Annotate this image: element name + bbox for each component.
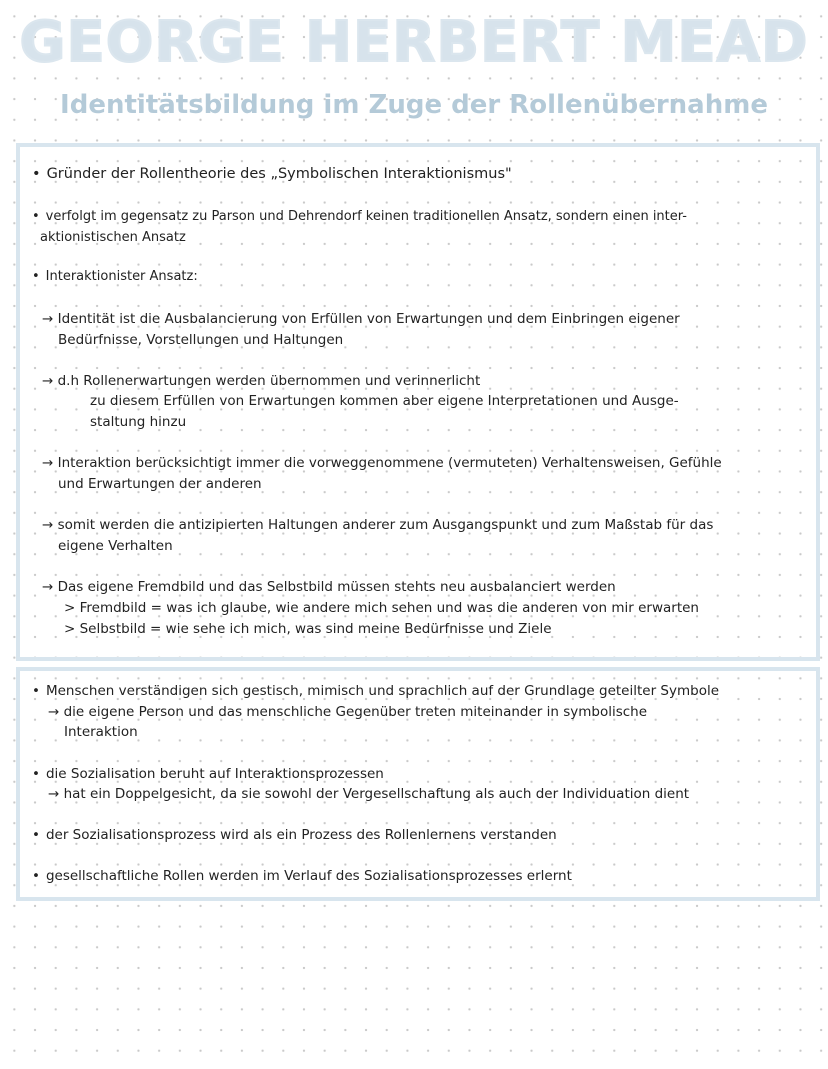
note-line: eigene Verhalten [58,538,173,554]
note-line: aktionistischen Ansatz [40,230,186,245]
note-line: → Interaktion berücksichtigt immer die vorweggenommene (vermuteten) Verhaltensweisen, Gefühle [42,455,722,471]
note-line: • Menschen verständigen sich gestisch, mimisch und sprachlich auf der Grundlage geteilter Symbole [32,681,719,702]
note-line: • Interaktionister Ansatz: [32,266,198,287]
note-line: → d.h Rollenerwartungen werden übernommen und verinnerlicht [42,373,481,389]
note-line: staltung hinzu [90,414,187,430]
note-line: • die Sozialisation beruht auf Interaktionsprozessen [32,764,384,785]
page-title: GEORGE HERBERT MEAD [19,10,809,75]
note-line: → hat ein Doppelgesicht, da sie sowohl der Vergesellschaftung als auch der Individuation dient [48,786,690,802]
note-line: • verfolgt im gegensatz zu Parson und Dehrendorf keinen traditionellen Ansatz, sondern einen inter- [32,206,687,227]
note-line: > Selbstbild = wie sehe ich mich, was sind meine Bedürfnisse und Ziele [64,621,552,637]
note-line: Bedürfnisse, Vorstellungen und Haltungen [58,332,344,348]
note-line: → Das eigene Fremdbild und das Selbstbild müssen stehts neu ausbalanciert werden [42,579,616,595]
note-line: → somit werden die antizipierten Haltungen anderer zum Ausgangspunkt und zum Maßstab für das [42,517,714,533]
note-line: Interaktion [64,724,138,740]
note-line: zu diesem Erfüllen von Erwartungen kommen aber eigene Interpretationen und Ausge- [90,393,679,409]
note-line: • gesellschaftliche Rollen werden im Verlauf des Sozialisationsprozesses erlernt [32,866,572,887]
note-line: → Identität ist die Ausbalancierung von Erfüllen von Erwartungen und dem Einbringen eigener [42,311,680,327]
note-line: und Erwartungen der anderen [58,476,262,492]
page-subtitle: Identitätsbildung im Zuge der Rollenübernahme [60,90,768,120]
note-line: > Fremdbild = was ich glaube, wie andere mich sehen und was die anderen von mir erwarten [64,600,699,616]
note-line: • der Sozialisationsprozess wird als ein Prozess des Rollenlernens verstanden [32,825,557,846]
note-line: → die eigene Person und das menschliche Gegenüber treten miteinander in symbolische [48,704,648,720]
note-line: • Gründer der Rollentheorie des „Symbolischen Interaktionismus" [32,164,512,185]
